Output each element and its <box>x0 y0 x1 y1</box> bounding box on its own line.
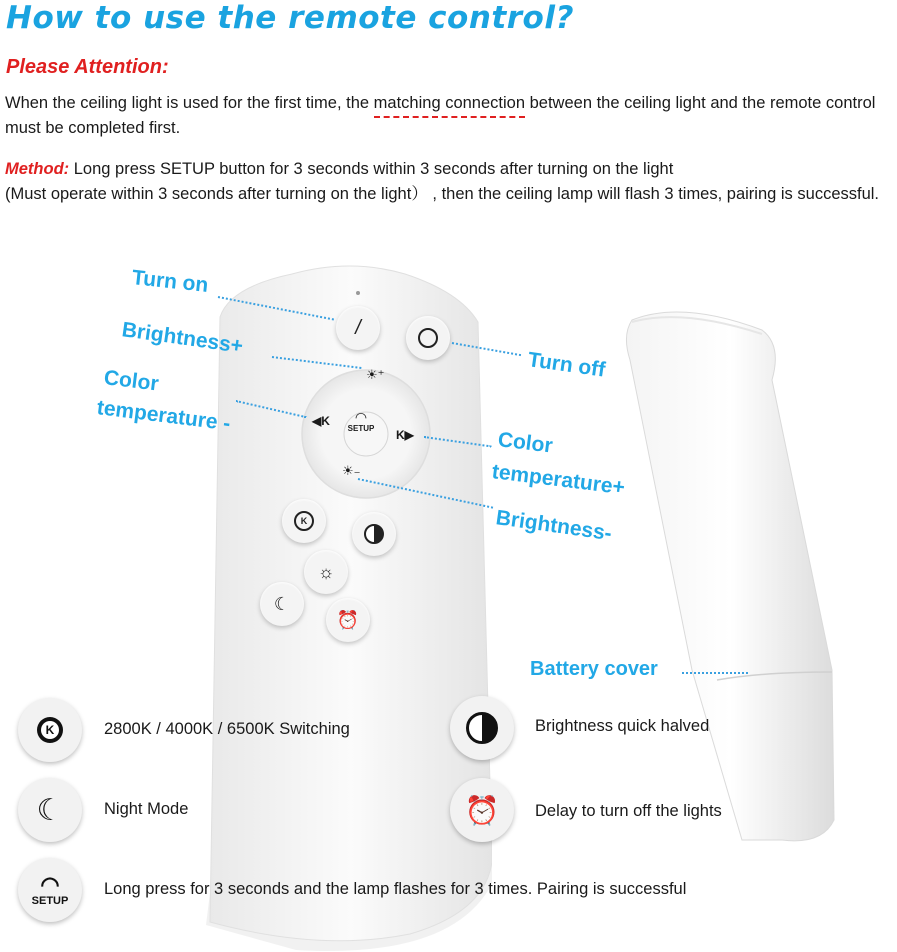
method-paragraph <box>5 157 890 207</box>
feature-delay-off-icon <box>450 778 514 842</box>
intro-text-before: When the ceiling light is used for the first time, the <box>5 94 374 112</box>
feature-night-mode-icon <box>18 778 82 842</box>
callout-brightness-plus: Brightness+ <box>120 318 245 358</box>
wifi-icon: ◠ <box>354 409 368 425</box>
color-k-icon: K <box>294 511 314 531</box>
k-right-label: K <box>396 428 405 442</box>
sun-minus-icon: ☀︎₋ <box>342 463 361 478</box>
setup-button[interactable] <box>346 410 376 433</box>
k-letter: K <box>41 721 59 739</box>
wifi-legend-icon: ◠ <box>40 871 60 897</box>
callout-turn-off: Turn off <box>526 348 607 382</box>
callout-color-temp-minus-1: Color <box>102 366 160 396</box>
callout-brightness-minus: Brightness- <box>494 506 614 546</box>
intro-paragraph <box>5 91 890 141</box>
brightness-minus-button[interactable] <box>342 463 361 479</box>
attention-heading: Please Attention: <box>6 56 169 78</box>
brightness-button[interactable] <box>304 550 348 594</box>
turn-on-button[interactable] <box>336 306 380 350</box>
timer-button[interactable] <box>326 598 370 642</box>
alarm-clock-icon: ⏰ <box>336 609 360 630</box>
color-k-legend-icon <box>37 717 63 743</box>
k-left-label: K <box>321 414 330 428</box>
half-circle-icon <box>364 524 384 544</box>
power-off-icon <box>418 328 438 348</box>
night-mode-button[interactable] <box>260 582 304 626</box>
callout-color-temp-plus-1: Color <box>496 428 554 458</box>
k-left-icon: ◀ <box>312 414 322 428</box>
feature-pairing-icon <box>18 858 82 922</box>
sun-plus-icon: ☀︎⁺ <box>366 367 385 382</box>
feature-brightness-halved-text: Brightness quick halved <box>535 717 710 735</box>
feature-pairing-text: Long press for 3 seconds and the lamp flashes for 3 times. Pairing is successful <box>104 880 687 898</box>
method-text: Long press SETUP button for 3 seconds within 3 seconds after turning on the light <box>69 160 674 178</box>
brightness-plus-button[interactable] <box>366 367 385 383</box>
callout-color-temp-plus-2: temperature+ <box>490 460 627 500</box>
page-title: How to use the remote control? <box>6 0 574 36</box>
half-brightness-button[interactable] <box>352 512 396 556</box>
moon-legend-icon: ☾ <box>36 793 64 827</box>
method-label: Method: <box>5 160 70 178</box>
intro-highlight: matching connection <box>373 94 526 112</box>
setup-label: SETUP <box>347 424 375 433</box>
callout-color-temp-minus-2: temperature - <box>95 396 232 436</box>
intro-text-after: between the ceiling light and the remote control must be completed first. <box>5 94 876 137</box>
feature-brightness-halved-icon <box>450 696 514 760</box>
color-temp-minus-button[interactable] <box>312 414 330 428</box>
moon-icon: ☾ <box>273 593 291 614</box>
turn-off-button[interactable] <box>406 316 450 360</box>
remote-side-view <box>622 300 842 860</box>
feature-color-switch-text: 2800K / 4000K / 6500K Switching <box>104 720 350 738</box>
method-line2: (Must operate within 3 seconds after turning on the light） , then the ceiling lamp will flash 3 times, pairing is successful. <box>5 185 880 203</box>
feature-night-mode-text: Night Mode <box>104 800 189 818</box>
callout-line-battery-cover <box>682 672 748 674</box>
feature-delay-off-text: Delay to turn off the lights <box>535 802 722 820</box>
color-switch-button[interactable] <box>282 499 326 543</box>
power-on-icon: / <box>355 316 361 339</box>
callout-turn-on: Turn on <box>130 266 210 297</box>
bulb-icon: ☼ <box>317 561 335 582</box>
alarm-clock-legend-icon: ⏰ <box>464 794 500 826</box>
half-circle-legend-icon <box>466 712 498 744</box>
color-temp-plus-button[interactable] <box>396 428 414 442</box>
setup-legend-label: SETUP <box>31 894 69 907</box>
k-right-icon: ▶ <box>404 428 414 442</box>
callout-battery-cover: Battery cover <box>530 658 658 680</box>
feature-color-switch-icon <box>18 698 82 762</box>
